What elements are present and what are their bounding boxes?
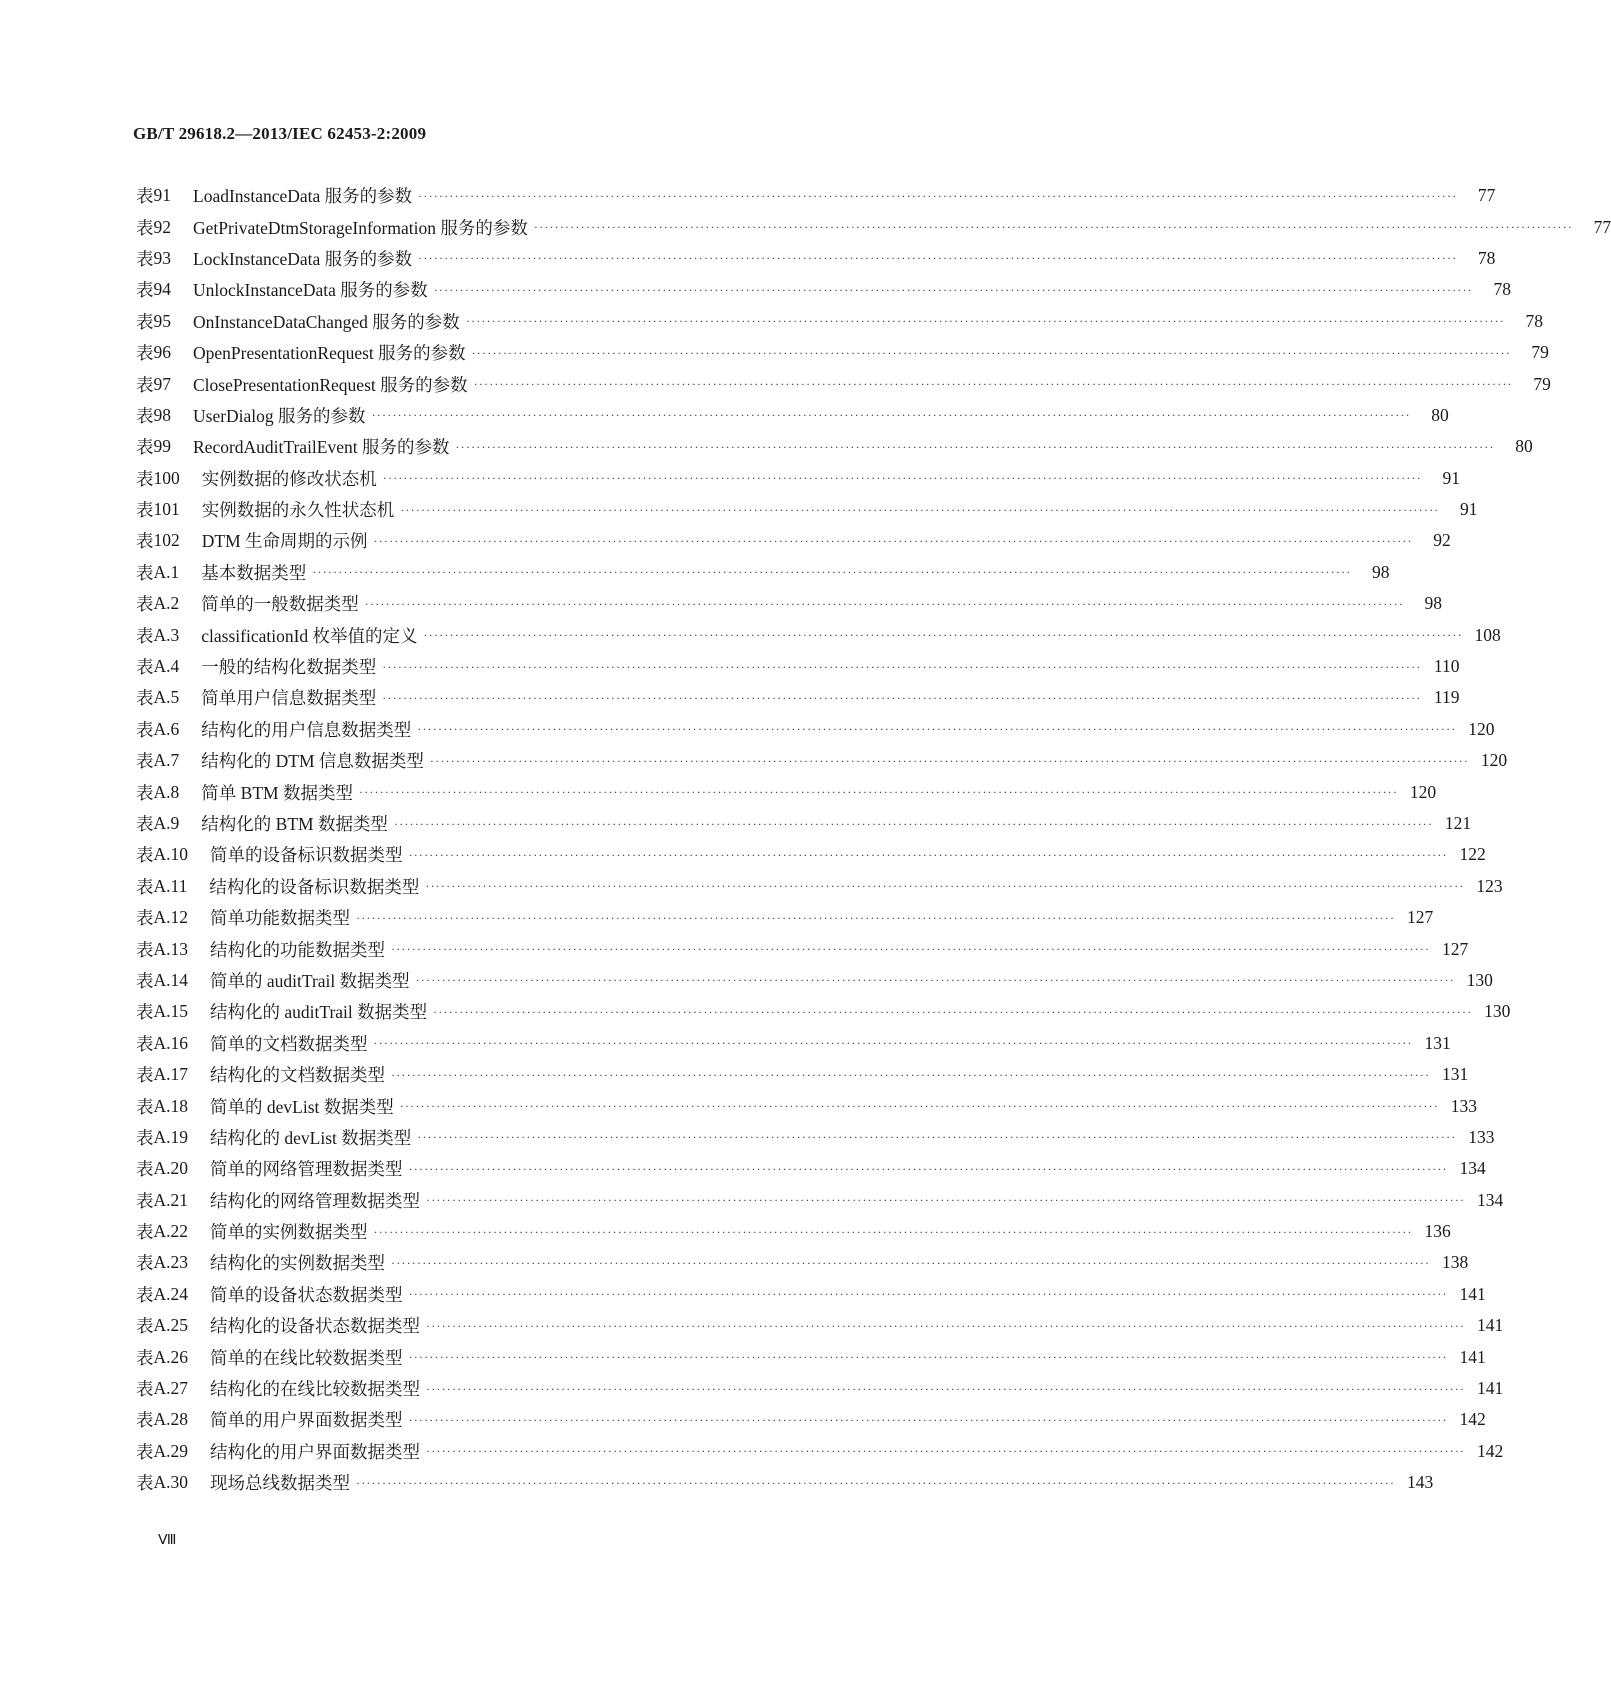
toc-entry-page: 108 bbox=[1474, 624, 1501, 645]
toc-entry-prefix: 表 bbox=[136, 1096, 154, 1117]
toc-entry[interactable] bbox=[136, 714, 1495, 745]
toc-entry-prefix: 表 bbox=[136, 1253, 154, 1274]
toc-leader-dots: ········································································································································································································ bbox=[415, 973, 1455, 988]
toc-leader-dots: ········································································································································································································ bbox=[418, 188, 1458, 203]
toc-entry-page: 78 bbox=[1477, 247, 1496, 268]
toc-entry-title: 结构化的 devList 数据类型 bbox=[210, 1127, 412, 1148]
toc-entry[interactable] bbox=[136, 557, 1390, 588]
toc-entry-number: A.23 bbox=[153, 1252, 189, 1273]
toc-entry-title: 结构化的网络管理数据类型 bbox=[210, 1190, 421, 1211]
toc-entry[interactable] bbox=[136, 1216, 1451, 1247]
toc-entry-title: LockInstanceData 服务的参数 bbox=[193, 248, 413, 269]
toc-entry-page: 98 bbox=[1424, 593, 1442, 614]
toc-leader-dots: ········································································································································································································ bbox=[408, 1161, 1448, 1176]
toc-entry-prefix: 表 bbox=[136, 625, 154, 646]
toc-entry-title: 现场总线数据类型 bbox=[210, 1473, 351, 1494]
toc-entry-prefix: 表 bbox=[136, 845, 154, 866]
toc-entry[interactable] bbox=[136, 588, 1442, 619]
toc-entry-page: 78 bbox=[1493, 279, 1511, 300]
toc-entry-number: 97 bbox=[153, 373, 171, 394]
toc-entry-number: 100 bbox=[153, 467, 180, 488]
toc-entry-title: 结构化的功能数据类型 bbox=[210, 939, 386, 960]
toc-entry-page: 127 bbox=[1406, 907, 1434, 928]
toc-leader-dots: ········································································································································································································ bbox=[356, 1475, 1396, 1490]
toc-entry[interactable] bbox=[136, 525, 1451, 556]
toc-entry-title: 简单的一般数据类型 bbox=[201, 594, 359, 615]
toc-entry-number: A.19 bbox=[153, 1126, 189, 1147]
toc-entry[interactable] bbox=[136, 839, 1486, 870]
toc-entry-page: 130 bbox=[1484, 1001, 1511, 1022]
toc-entry-number: A.3 bbox=[153, 624, 180, 645]
toc-entry-number: A.11 bbox=[153, 875, 188, 896]
toc-leader-dots: ········································································································································································································ bbox=[373, 1036, 1413, 1051]
toc-entry-page: 136 bbox=[1424, 1221, 1451, 1242]
toc-leader-dots: ········································································································································································································ bbox=[391, 942, 1431, 957]
toc-entry-title: RecordAuditTrailEvent 服务的参数 bbox=[193, 437, 450, 458]
toc-entry-title: 结构化的设备状态数据类型 bbox=[210, 1316, 421, 1337]
toc-entry-number: A.9 bbox=[153, 813, 180, 833]
toc-entry-title: 简单的设备标识数据类型 bbox=[210, 845, 403, 866]
toc-entry-number: A.21 bbox=[153, 1189, 189, 1210]
toc-entry-number: A.16 bbox=[153, 1032, 189, 1053]
toc-leader-dots: ········································································································································································································ bbox=[433, 282, 1473, 297]
toc-entry-title: 简单的用户界面数据类型 bbox=[210, 1410, 403, 1431]
toc-entry-page: 77 bbox=[1593, 216, 1611, 237]
toc-entry[interactable] bbox=[136, 1436, 1504, 1467]
toc-leader-dots: ········································································································································································································ bbox=[408, 1350, 1448, 1365]
toc-entry-page: 142 bbox=[1459, 1409, 1486, 1430]
toc-entry-prefix: 表 bbox=[136, 374, 154, 395]
toc-entry-page: 142 bbox=[1476, 1440, 1504, 1461]
toc-entry-prefix: 表 bbox=[136, 248, 154, 269]
toc-leader-dots: ········································································································································································································ bbox=[408, 1412, 1448, 1427]
toc-entry-number: A.17 bbox=[153, 1064, 189, 1085]
toc-leader-dots: ········································································································································································································ bbox=[465, 314, 1506, 329]
toc-entry-title: OnInstanceDataChanged 服务的参数 bbox=[193, 311, 460, 332]
toc-entry-number: A.7 bbox=[153, 750, 180, 771]
toc-entry-title: LoadInstanceData 服务的参数 bbox=[193, 186, 413, 207]
toc-entry[interactable] bbox=[136, 1341, 1486, 1372]
toc-entry-number: A.13 bbox=[153, 938, 189, 959]
toc-entry-page: 80 bbox=[1431, 404, 1449, 425]
toc-leader-dots: ········································································································································································································ bbox=[425, 879, 1465, 894]
toc-leader-dots: ········································································································································································································ bbox=[418, 251, 1458, 266]
toc-entry-page: 134 bbox=[1459, 1158, 1486, 1179]
toc-leader-dots: ········································································································································································································ bbox=[400, 502, 1440, 517]
toc-entry-page: 131 bbox=[1424, 1032, 1451, 1053]
toc-entry-number: A.12 bbox=[153, 907, 189, 928]
toc-entry-number: A.1 bbox=[153, 561, 180, 582]
toc-entry-page: 120 bbox=[1480, 750, 1508, 771]
toc-entry-title: 结构化的文档数据类型 bbox=[210, 1065, 386, 1086]
toc-entry-prefix: 表 bbox=[136, 970, 154, 991]
toc-entry[interactable] bbox=[136, 211, 1611, 242]
toc-entry-page: 141 bbox=[1476, 1315, 1504, 1336]
toc-entry-number: A.30 bbox=[153, 1472, 189, 1493]
toc-entry-prefix: 表 bbox=[136, 186, 154, 207]
toc-entry-prefix: 表 bbox=[136, 594, 154, 615]
toc-entry-prefix: 表 bbox=[136, 311, 154, 332]
toc-entry-page: 120 bbox=[1468, 718, 1495, 739]
toc-entry-prefix: 表 bbox=[136, 751, 154, 772]
toc-entry-number: 96 bbox=[153, 342, 171, 363]
toc-entry-title: 简单的设备状态数据类型 bbox=[210, 1284, 403, 1305]
toc-entry-number: A.4 bbox=[153, 656, 180, 677]
toc-entry-prefix: 表 bbox=[136, 1033, 154, 1054]
toc-entry-page: 121 bbox=[1444, 813, 1472, 833]
toc-entry-number: A.18 bbox=[153, 1095, 189, 1116]
toc-entry[interactable] bbox=[136, 368, 1551, 399]
toc-entry-prefix: 表 bbox=[136, 562, 154, 583]
toc-entry-page: 141 bbox=[1476, 1378, 1504, 1399]
toc-entry-prefix: 表 bbox=[136, 1065, 154, 1086]
toc-entry-prefix: 表 bbox=[136, 1159, 154, 1180]
toc-entry-prefix: 表 bbox=[136, 280, 154, 301]
toc-entry-title: 简单的文档数据类型 bbox=[210, 1033, 368, 1054]
toc-entry-title: 简单 BTM 数据类型 bbox=[201, 782, 353, 803]
toc-entry[interactable] bbox=[136, 808, 1472, 839]
toc-entry[interactable] bbox=[136, 274, 1511, 305]
toc-entry-title: 简单用户信息数据类型 bbox=[201, 688, 377, 709]
toc-entry[interactable] bbox=[136, 1373, 1504, 1404]
toc-entry-title: 结构化的用户信息数据类型 bbox=[201, 719, 412, 740]
toc-entry-page: 79 bbox=[1531, 342, 1549, 363]
toc-entry[interactable] bbox=[136, 1185, 1504, 1216]
toc-entry[interactable] bbox=[136, 1028, 1451, 1059]
toc-leader-dots: ········································································································································································································ bbox=[417, 1130, 1457, 1145]
toc-entry-number: A.22 bbox=[153, 1221, 189, 1242]
toc-leader-dots: ········································································································································································································ bbox=[433, 1004, 1473, 1019]
toc-entry-number: 95 bbox=[153, 310, 171, 331]
toc-entry[interactable] bbox=[136, 463, 1460, 494]
toc-entry-page: 119 bbox=[1433, 687, 1460, 708]
toc-entry[interactable] bbox=[136, 776, 1437, 807]
toc-entry[interactable] bbox=[136, 745, 1508, 776]
toc-entry-title: UserDialog 服务的参数 bbox=[193, 405, 366, 426]
toc-entry-prefix: 表 bbox=[136, 343, 154, 364]
toc-entry-number: 93 bbox=[153, 247, 171, 268]
toc-entry-title: 简单的 devList 数据类型 bbox=[210, 1096, 394, 1117]
page-number: Ⅷ bbox=[158, 1533, 177, 1548]
toc-entry-prefix: 表 bbox=[136, 876, 154, 897]
toc-leader-dots: ········································································································································································································ bbox=[391, 1067, 1431, 1082]
toc-entry-page: 123 bbox=[1476, 875, 1503, 896]
toc-leader-dots: ········································································································································································································ bbox=[356, 910, 1396, 925]
toc-entry[interactable] bbox=[136, 902, 1434, 933]
toc-entry-title: 结构化的实例数据类型 bbox=[210, 1253, 386, 1274]
toc-entry-page: 141 bbox=[1459, 1346, 1486, 1367]
toc-leader-dots: ········································································································································································································ bbox=[391, 1255, 1431, 1270]
toc-leader-dots: ········································································································································································································ bbox=[471, 345, 1511, 360]
toc-entry[interactable] bbox=[136, 682, 1460, 713]
toc-entry-title: OpenPresentationRequest 服务的参数 bbox=[193, 343, 466, 364]
toc-entry-title: 简单的实例数据类型 bbox=[210, 1222, 368, 1243]
toc-entry-prefix: 表 bbox=[136, 908, 154, 929]
toc-entry-title: UnlockInstanceData 服务的参数 bbox=[193, 280, 428, 301]
toc-leader-dots: ········································································································································································································ bbox=[364, 596, 1404, 611]
toc-entry-page: 80 bbox=[1515, 436, 1533, 457]
toc-leader-dots: ········································································································································································································ bbox=[399, 1099, 1439, 1114]
toc-entry-title: classificationId 枚举值的定义 bbox=[201, 625, 418, 646]
toc-entry[interactable] bbox=[136, 431, 1533, 462]
toc-entry-number: 91 bbox=[153, 185, 171, 206]
toc-entry-prefix: 表 bbox=[136, 1473, 154, 1494]
toc-entry[interactable] bbox=[136, 1404, 1486, 1435]
toc-leader-dots: ········································································································································································································ bbox=[473, 377, 1513, 392]
toc-entry-number: 94 bbox=[153, 279, 171, 300]
toc-entry-page: 127 bbox=[1441, 938, 1469, 959]
toc-entry-prefix: 表 bbox=[136, 1190, 154, 1211]
toc-entry-number: A.26 bbox=[153, 1346, 189, 1367]
toc-leader-dots: ········································································································································································································ bbox=[426, 1318, 1466, 1333]
toc-entry-number: 92 bbox=[153, 216, 171, 237]
toc-entry-prefix: 表 bbox=[136, 531, 154, 552]
toc-entry-page: 79 bbox=[1533, 373, 1551, 394]
toc-entry-number: 101 bbox=[153, 499, 180, 520]
toc-entry[interactable] bbox=[136, 243, 1496, 274]
toc-entry[interactable] bbox=[136, 180, 1496, 211]
toc-entry-prefix: 表 bbox=[136, 437, 154, 458]
toc-leader-dots: ········································································································································································································ bbox=[408, 1287, 1448, 1302]
toc-entry-prefix: 表 bbox=[136, 1002, 154, 1023]
toc-leader-dots: ········································································································································································································ bbox=[408, 847, 1448, 862]
toc-leader-dots: ········································································································································································································ bbox=[426, 1193, 1466, 1208]
toc-entry-number: A.25 bbox=[153, 1315, 189, 1336]
toc-entry-prefix: 表 bbox=[136, 468, 154, 489]
toc-entry[interactable] bbox=[136, 337, 1549, 368]
toc-leader-dots: ········································································································································································································ bbox=[371, 408, 1411, 423]
toc-leader-dots: ········································································································································································································ bbox=[373, 1224, 1413, 1239]
toc-entry-prefix: 表 bbox=[136, 814, 154, 834]
toc-entry-number: A.15 bbox=[153, 1001, 189, 1022]
toc-entry[interactable] bbox=[136, 1247, 1469, 1278]
toc-entry-title: 简单的网络管理数据类型 bbox=[210, 1159, 403, 1180]
toc-entry[interactable] bbox=[136, 400, 1449, 431]
toc-entry-prefix: 表 bbox=[136, 1222, 154, 1243]
toc-entry[interactable] bbox=[136, 494, 1478, 525]
toc-entry-number: A.28 bbox=[153, 1409, 189, 1430]
toc-entry-number: A.29 bbox=[153, 1440, 189, 1461]
toc-entry-number: A.14 bbox=[153, 969, 189, 990]
toc-entry[interactable] bbox=[136, 996, 1511, 1027]
toc-entry-number: A.5 bbox=[153, 687, 180, 708]
toc-entry[interactable] bbox=[136, 651, 1460, 682]
toc-entry-prefix: 表 bbox=[136, 657, 154, 678]
toc-entry-title: 结构化的 BTM 数据类型 bbox=[201, 814, 388, 834]
toc-entry-page: 138 bbox=[1441, 1252, 1469, 1273]
toc-entry-prefix: 表 bbox=[136, 500, 154, 521]
toc-leader-dots: ········································································································································································································ bbox=[382, 690, 1422, 705]
toc-leader-dots: ········································································································································································································ bbox=[423, 628, 1463, 643]
toc-entry-prefix: 表 bbox=[136, 1316, 154, 1337]
toc-entry-prefix: 表 bbox=[136, 1127, 154, 1148]
toc-entry-number: A.27 bbox=[153, 1378, 189, 1399]
toc-entry-page: 133 bbox=[1468, 1126, 1495, 1147]
toc-leader-dots: ········································································································································································································ bbox=[382, 659, 1422, 674]
toc-entry-title: 实例数据的修改状态机 bbox=[201, 468, 377, 489]
toc-entry-number: A.24 bbox=[153, 1283, 189, 1304]
toc-entry[interactable] bbox=[136, 1467, 1434, 1498]
toc-entry-title: DTM 生命周期的示例 bbox=[201, 531, 368, 552]
toc-leader-dots: ········································································································································································································ bbox=[455, 439, 1495, 454]
toc-entry-page: 91 bbox=[1442, 467, 1460, 488]
toc-entry-prefix: 表 bbox=[136, 1284, 154, 1305]
toc-entry[interactable] bbox=[136, 1310, 1504, 1341]
toc-entry-prefix: 表 bbox=[136, 1347, 154, 1368]
toc-entry[interactable] bbox=[136, 1122, 1495, 1153]
toc-entry-title: GetPrivateDtmStorageInformation 服务的参数 bbox=[193, 217, 528, 238]
toc-entry-number: 99 bbox=[153, 436, 171, 457]
toc-entry-prefix: 表 bbox=[136, 939, 154, 960]
toc-entry-title: 实例数据的永久性状态机 bbox=[201, 500, 395, 521]
toc-leader-dots: ········································································································································································································ bbox=[382, 471, 1422, 486]
toc-entry-page: 141 bbox=[1459, 1283, 1486, 1304]
toc-entry-prefix: 表 bbox=[136, 782, 154, 803]
toc-entry[interactable] bbox=[136, 1153, 1486, 1184]
toc-entry-page: 131 bbox=[1441, 1064, 1469, 1085]
toc-entry-title: 简单功能数据类型 bbox=[210, 908, 351, 929]
toc-entry-title: ClosePresentationRequest 服务的参数 bbox=[193, 374, 468, 395]
toc-entry-page: 98 bbox=[1371, 561, 1390, 582]
toc-entry-title: 结构化的 DTM 信息数据类型 bbox=[201, 751, 424, 772]
toc-entry-number: A.6 bbox=[153, 718, 180, 739]
toc-entry-title: 结构化的用户界面数据类型 bbox=[210, 1441, 421, 1462]
toc-entry[interactable] bbox=[136, 1090, 1477, 1121]
toc-entry-page: 120 bbox=[1409, 781, 1437, 802]
toc-leader-dots: ········································································································································································································ bbox=[358, 785, 1399, 800]
toc-entry-prefix: 表 bbox=[136, 405, 154, 426]
toc-entry-title: 结构化的设备标识数据类型 bbox=[209, 876, 420, 897]
toc-entry-number: A.10 bbox=[153, 844, 189, 865]
document-header: GB/T 29618.2—2013/IEC 62453-2:2009 bbox=[133, 124, 427, 143]
toc-leader-dots: ········································································································································································································ bbox=[426, 1381, 1466, 1396]
toc-entry[interactable] bbox=[136, 1059, 1469, 1090]
table-of-contents bbox=[136, 180, 1611, 1498]
toc-entry-title: 基本数据类型 bbox=[201, 562, 307, 583]
toc-leader-dots: ········································································································································································································ bbox=[417, 722, 1457, 737]
toc-entry-page: 143 bbox=[1406, 1472, 1434, 1493]
toc-leader-dots: ········································································································································································································ bbox=[533, 220, 1574, 235]
toc-entry-title: 简单的 auditTrail 数据类型 bbox=[210, 970, 410, 991]
toc-entry[interactable] bbox=[136, 1279, 1486, 1310]
toc-entry[interactable] bbox=[136, 933, 1469, 964]
toc-leader-dots: ········································································································································································································ bbox=[426, 1444, 1466, 1459]
toc-entry-number: A.20 bbox=[153, 1158, 189, 1179]
toc-entry-page: 110 bbox=[1433, 656, 1460, 677]
toc-entry-prefix: 表 bbox=[136, 217, 154, 238]
toc-entry-page: 77 bbox=[1477, 185, 1496, 206]
toc-entry-title: 一般的结构化数据类型 bbox=[201, 657, 377, 678]
toc-entry-number: 102 bbox=[153, 530, 180, 551]
toc-entry-page: 91 bbox=[1459, 499, 1478, 520]
toc-entry-prefix: 表 bbox=[136, 688, 154, 709]
toc-leader-dots: ········································································································································································································ bbox=[429, 753, 1470, 768]
toc-entry-title: 结构化的在线比较数据类型 bbox=[210, 1379, 421, 1400]
toc-entry[interactable] bbox=[136, 965, 1493, 996]
toc-leader-dots: ········································································································································································································ bbox=[393, 816, 1434, 831]
toc-entry-number: A.2 bbox=[153, 593, 180, 614]
toc-entry-title: 简单的在线比较数据类型 bbox=[210, 1347, 403, 1368]
toc-entry-prefix: 表 bbox=[136, 719, 154, 740]
toc-entry[interactable] bbox=[136, 306, 1544, 337]
toc-leader-dots: ········································································································································································································ bbox=[373, 533, 1413, 548]
toc-leader-dots: ········································································································································································································ bbox=[312, 565, 1352, 580]
toc-entry-prefix: 表 bbox=[136, 1441, 154, 1462]
toc-entry-page: 122 bbox=[1459, 844, 1486, 865]
toc-entry-page: 92 bbox=[1433, 530, 1451, 551]
toc-entry[interactable] bbox=[136, 871, 1503, 902]
toc-entry-number: A.8 bbox=[153, 781, 180, 802]
toc-entry-prefix: 表 bbox=[136, 1410, 154, 1431]
toc-entry-prefix: 表 bbox=[136, 1379, 154, 1400]
toc-entry[interactable] bbox=[136, 619, 1501, 650]
toc-entry-page: 134 bbox=[1476, 1189, 1504, 1210]
toc-entry-page: 130 bbox=[1466, 969, 1493, 990]
toc-entry-page: 78 bbox=[1525, 310, 1544, 331]
toc-entry-title: 结构化的 auditTrail 数据类型 bbox=[210, 1002, 428, 1023]
toc-entry-number: 98 bbox=[153, 404, 171, 425]
toc-entry-page: 133 bbox=[1450, 1095, 1477, 1116]
